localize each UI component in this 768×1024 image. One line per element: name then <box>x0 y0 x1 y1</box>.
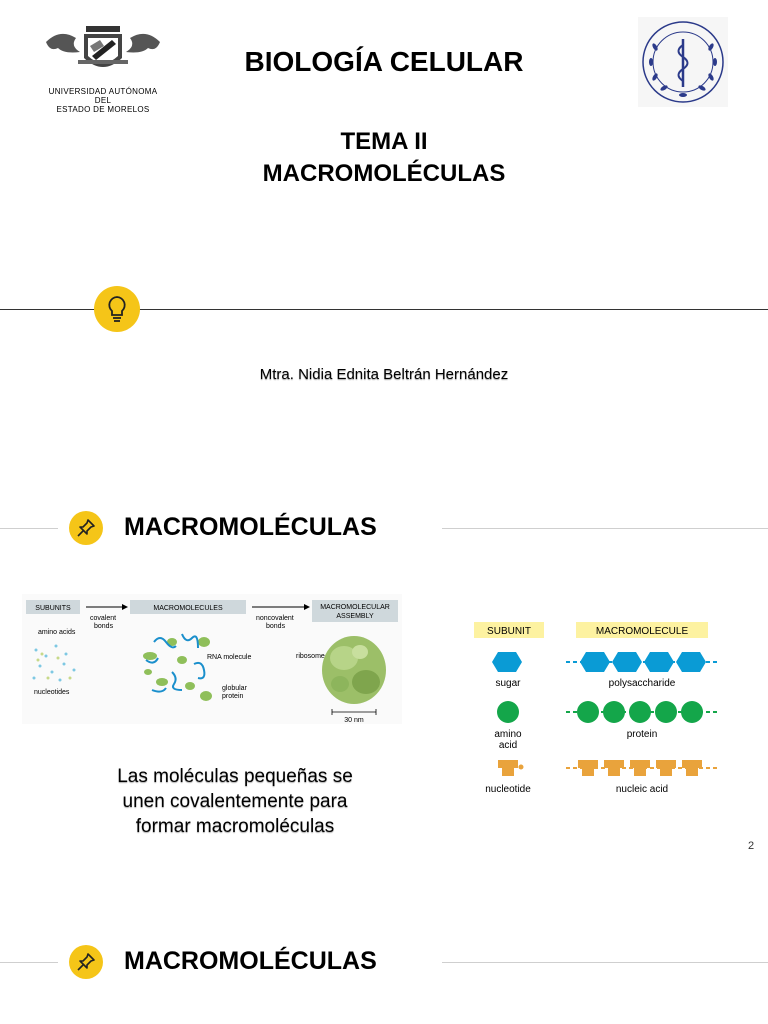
university-name-line2: ESTADO DE MORELOS <box>56 105 150 114</box>
label-assembly-2: ASSEMBLY <box>336 613 374 620</box>
body-line-3: formar macromoléculas <box>135 816 335 837</box>
pushpin-icon <box>69 945 103 979</box>
tema-name: MACROMOLÉCULAS <box>262 160 506 187</box>
slide-title: BIOLOGÍA CELULAR <box>244 46 524 77</box>
ribosome-illustration <box>322 636 386 704</box>
amino-acid-circle-icon <box>497 701 519 723</box>
page-number: 2 <box>748 840 755 852</box>
body-text <box>50 764 420 839</box>
tema-number: TEMA II <box>340 128 428 155</box>
label-sugar: sugar <box>495 678 521 689</box>
nucleic-acid-chain <box>578 760 702 776</box>
section-title-2: MACROMOLÉCULAS <box>124 947 377 975</box>
label-covalent-2: bonds <box>94 623 114 630</box>
label-globular-1: globular <box>222 685 247 692</box>
label-nucleotides: nucleotides <box>34 689 70 696</box>
section-divider-left-2 <box>0 962 58 963</box>
body-line-2: unen covalentemente para <box>122 791 348 812</box>
protein-chain <box>577 701 703 723</box>
label-amino-2: acid <box>498 740 518 751</box>
label-protein: protein <box>626 729 658 740</box>
label-amino-acids: amino acids <box>38 629 76 636</box>
label-nucleotide: nucleotide <box>485 784 531 795</box>
label-assembly-1: MACROMOLECULAR <box>320 604 390 611</box>
section-divider-right <box>442 528 768 529</box>
section-title: MACROMOLÉCULAS <box>124 513 377 541</box>
pushpin-badge <box>69 511 103 545</box>
university-name-line1: UNIVERSIDAD AUTÓNOMA DEL <box>48 87 158 105</box>
lightbulb-icon <box>94 286 140 332</box>
label-macromolecule: MACROMOLECULE <box>595 626 689 637</box>
label-rna-molecule: RNA molecule <box>207 654 252 661</box>
label-noncovalent-2: bonds <box>266 623 286 630</box>
label-covalent-1: covalent <box>90 615 117 622</box>
body-line-1: Las moléculas pequeñas se <box>117 766 353 787</box>
lightbulb-badge <box>94 286 140 332</box>
section-divider-left <box>0 528 58 529</box>
label-subunits: SUBUNITS <box>35 605 71 612</box>
section-divider-right-2 <box>442 962 768 963</box>
label-scale: 30 nm <box>344 717 364 724</box>
label-subunit: SUBUNIT <box>487 626 531 637</box>
macromolecule-assembly-diagram <box>22 594 402 724</box>
label-nucleic-acid: nucleic acid <box>615 784 669 795</box>
nucleotide-icon <box>498 760 518 776</box>
label-noncovalent-1: noncovalent <box>256 615 294 622</box>
label-polysaccharide: polysaccharide <box>608 678 676 689</box>
label-macromolecules: MACROMOLECULES <box>153 605 223 612</box>
sugar-hexagon-icon <box>492 652 522 672</box>
subunit-macromolecule-diagram <box>462 616 732 800</box>
label-globular-2: protein <box>222 693 244 700</box>
pushpin-badge-2 <box>69 945 103 979</box>
label-amino-1: amino <box>494 729 522 740</box>
author-name: Mtra. Nidia Ednita Beltrán Hernández <box>259 366 509 383</box>
label-ribosome: ribosome <box>296 653 325 660</box>
pushpin-icon <box>69 511 103 545</box>
